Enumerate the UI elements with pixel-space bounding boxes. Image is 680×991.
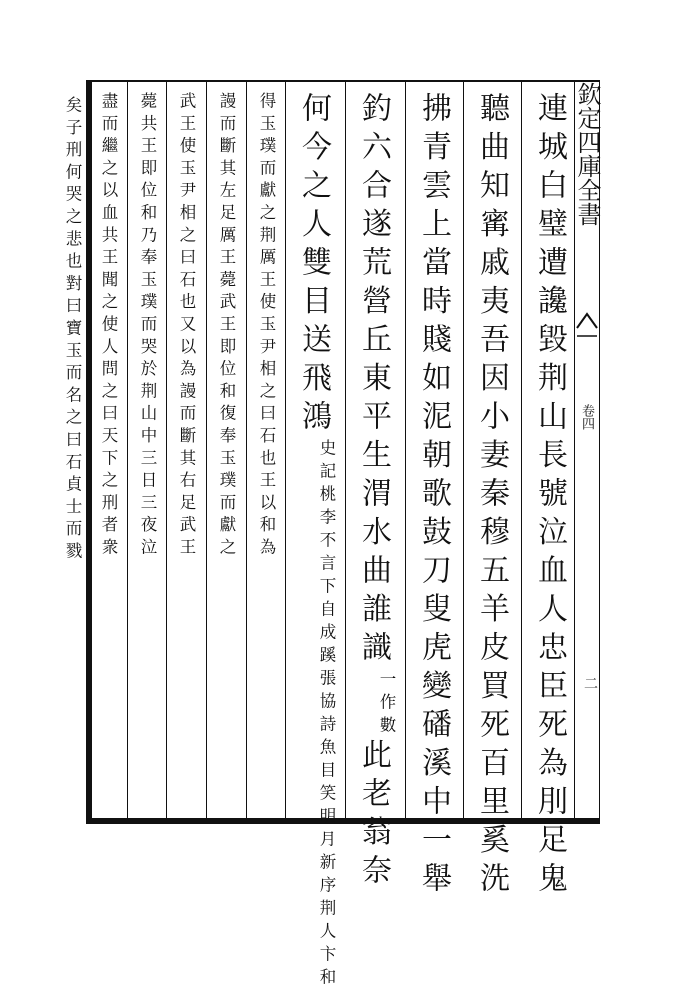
text-column-4 [350, 92, 396, 893]
column-divider [521, 80, 522, 822]
text-column-1: 連城白璧遭讒毀荆山長號泣血人忠臣死為刖足鬼 [532, 92, 567, 901]
column-4-tail-text: 此老翁奈 [356, 738, 391, 893]
commentary-column-6: 矣子刑何哭之悲也對曰寶玉而名之曰石貞士而戮 [63, 96, 82, 565]
column-divider [405, 80, 406, 822]
gutter-volume-label: 卷四 [579, 404, 594, 430]
column-4-note-right: 一作 [377, 669, 396, 716]
column-5-note-right: 史記桃李不言下自成蹊張協 [317, 438, 336, 715]
column-divider [127, 80, 128, 822]
fishtail-mark-icon [576, 306, 598, 346]
column-divider [345, 80, 346, 822]
commentary-column-3: 武王使玉尹相之曰石也又以為謾而斷其右足武王 [177, 92, 196, 561]
commentary-column-1: 得玉璞而獻之荆厲王使玉尹相之曰石也王以和為 [257, 92, 276, 561]
text-column-3: 拂青雲上當時賤如泥朝歌鼓刀叟虎變磻溪中一舉 [416, 92, 451, 901]
gutter-page-number: 二 [582, 676, 598, 690]
commentary-column-4: 薨共王即位和乃奉玉璞而哭於荆山中三日三夜泣 [138, 92, 157, 561]
text-column-5 [290, 92, 336, 991]
gutter-book-title: 欽定四庫全書 [573, 82, 601, 226]
column-5-main-text: 何今之人雙目送飛鴻 [296, 92, 331, 439]
column-5-note-left: 詩魚目笑明月新序荆人卞和 [317, 714, 336, 991]
text-column-2: 聽曲知寗戚夷吾因小妻秦穆五羊皮買死百里奚洗 [474, 92, 509, 901]
column-divider [285, 80, 286, 822]
column-divider [246, 80, 247, 822]
column-divider [206, 80, 207, 822]
commentary-column-5: 盡而繼之以血共王聞之使人問之曰天下之刑者衆 [99, 92, 118, 561]
column-4-main-text: 釣六合遂荒營丘東平生渭水曲誰識 [356, 92, 391, 670]
commentary-column-2: 謾而斷其左足厲王薨武王即位和復奉玉璞而獻之 [217, 92, 236, 561]
column-divider [463, 80, 464, 822]
column-divider [166, 80, 167, 822]
column-4-note-left: 數 [377, 715, 396, 739]
